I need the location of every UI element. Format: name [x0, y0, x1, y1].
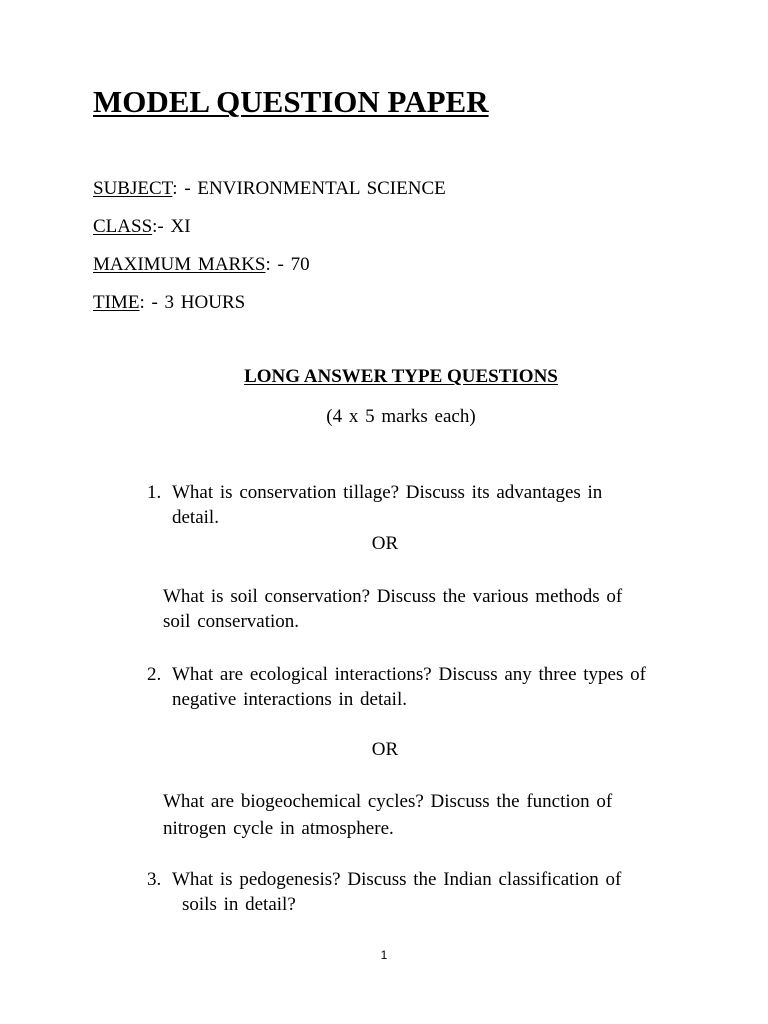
question-2-number: 2.	[147, 664, 162, 685]
subject-label: SUBJECT	[93, 178, 173, 199]
question-1-number: 1.	[147, 482, 162, 503]
question-1-alt-line-2: soil conservation.	[163, 611, 300, 632]
question-1-alt-line-1: What is soil conservation? Discuss the various methods of	[163, 586, 623, 607]
question-2-alt-line-1: What are biogeochemical cycles? Discuss the function of	[163, 791, 613, 812]
question-3-number: 3.	[147, 869, 162, 890]
question-3-line-1: What is pedogenesis? Discuss the Indian classification of	[172, 869, 622, 890]
section-marks-note: (4 x 5 marks each)	[326, 406, 476, 427]
maximum-marks-row	[93, 254, 310, 276]
maximum-marks-value: : - 70	[265, 254, 310, 275]
class-value: :- XI	[152, 216, 191, 237]
section-heading: LONG ANSWER TYPE QUESTIONS	[244, 366, 558, 387]
class-label: CLASS	[93, 216, 153, 237]
maximum-marks-label: MAXIMUM MARKS	[93, 254, 266, 275]
time-value: : - 3 HOURS	[139, 292, 246, 313]
page-title: MODEL QUESTION PAPER	[93, 84, 489, 119]
question-2-line-1: What are ecological interactions? Discuss any three types of	[172, 664, 646, 685]
time-label: TIME	[93, 292, 140, 313]
subject-value: : - ENVIRONMENTAL SCIENCE	[172, 178, 446, 199]
class-row	[93, 216, 191, 238]
question-2-alt-line-2: nitrogen cycle in atmosphere.	[163, 818, 394, 839]
question-3-line-2: soils in detail?	[182, 894, 296, 915]
time-row	[93, 292, 245, 314]
page-number: 1	[380, 948, 388, 962]
question-2-or: OR	[371, 739, 399, 760]
question-1-line-2: detail.	[172, 507, 219, 528]
subject-row	[93, 178, 446, 200]
question-1-line-1: What is conservation tillage? Discuss its advantages in	[172, 482, 603, 503]
question-1-or: OR	[371, 533, 399, 554]
question-2-line-2: negative interactions in detail.	[172, 689, 407, 710]
